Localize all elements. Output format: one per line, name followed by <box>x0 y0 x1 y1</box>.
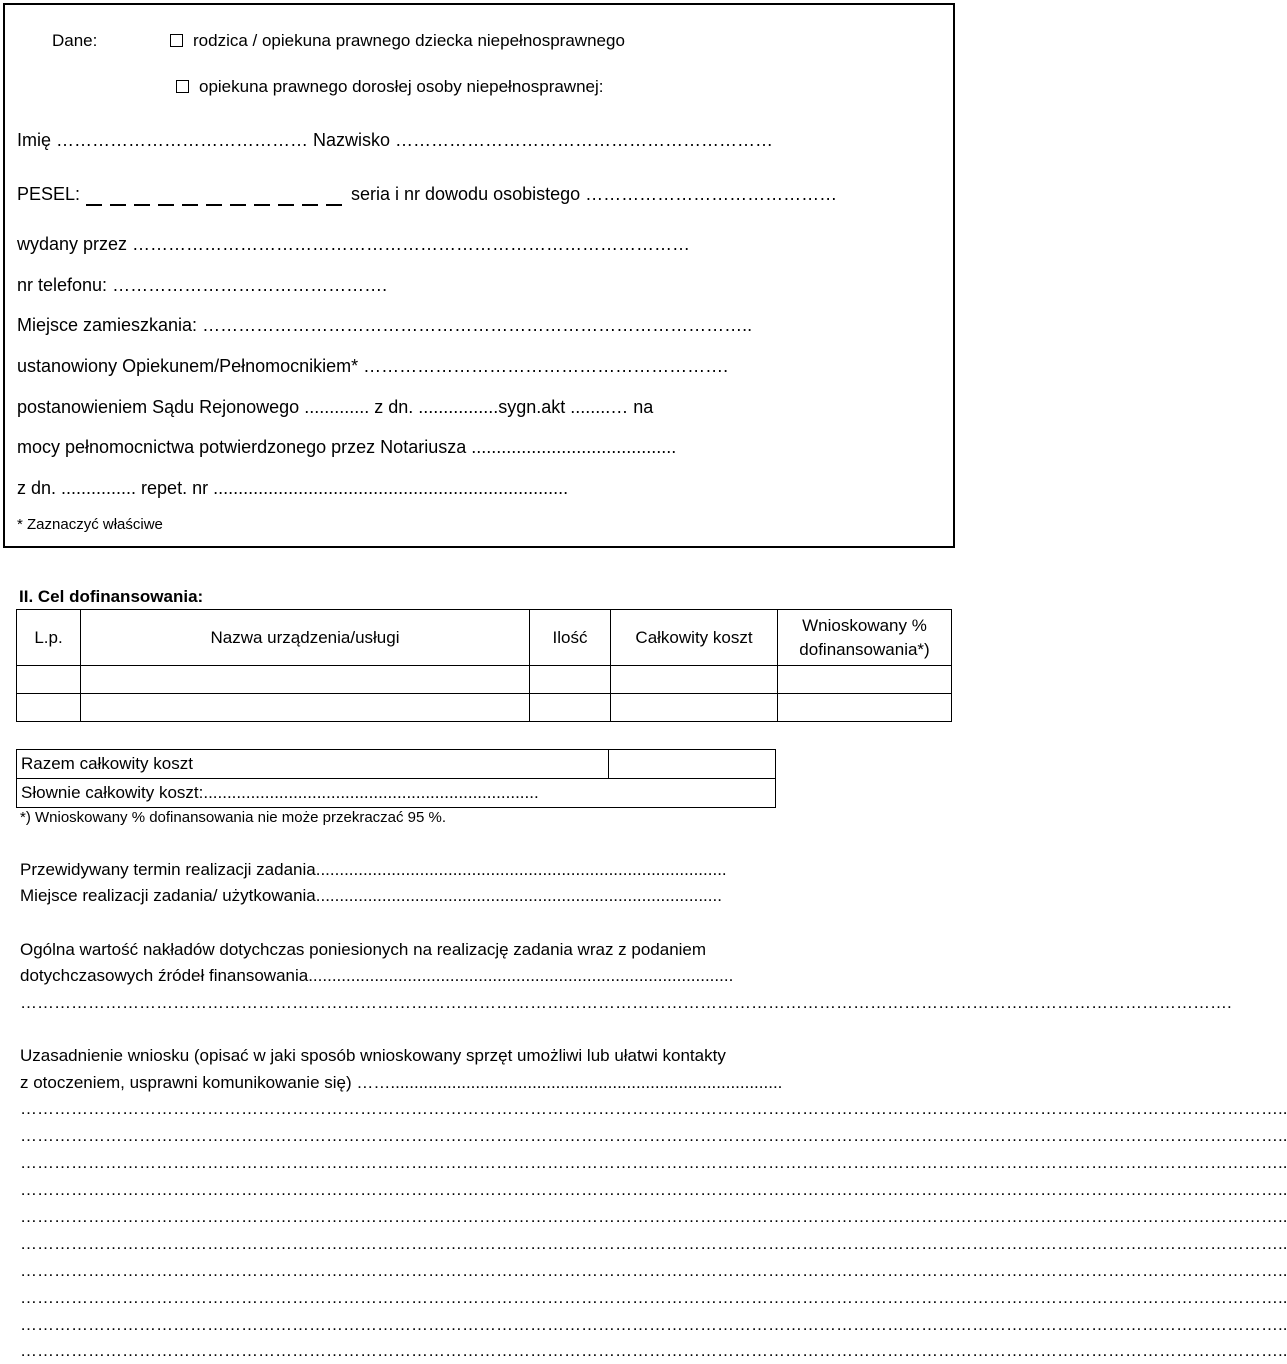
justification-line[interactable]: …………………………………………………………………………………………………………………………………………………………………………………………………….. <box>20 1288 1287 1307</box>
pesel-digit-slot <box>86 204 102 206</box>
pesel-digit-slot <box>230 204 246 206</box>
total-cost-row <box>17 750 776 779</box>
cell-quantity[interactable] <box>530 694 611 722</box>
cost-table <box>16 609 952 722</box>
imie-nazwisko-field[interactable]: Imię …………………………………… Nazwisko ……………………………………………………… <box>17 130 774 150</box>
costs-label-line1: Ogólna wartość nakładów dotychczas poniesionych na realizację zadania wraz z podaniem <box>20 940 707 959</box>
costs-field[interactable]: dotychczasowych źródeł finansowania.......................................................................................... <box>20 966 734 985</box>
percent-note: *) Wnioskowany % dofinansowania nie może przekraczać 95 %. <box>20 809 447 826</box>
justification-label-line1: Uzasadnienie wniosku (opisać w jaki sposób wnioskowany sprzęt umożliwi lub ułatwi kontakty <box>20 1046 726 1065</box>
deadline-field[interactable]: Przewidywany termin realizacji zadania....................................................................................... <box>20 860 727 879</box>
total-cost-words-row <box>17 779 776 808</box>
header-lp: L.p. <box>17 610 81 666</box>
pesel-digit-slot <box>302 204 318 206</box>
summary-table <box>16 749 776 808</box>
justification-line[interactable]: …………………………………………………………………………………………………………………………………………………………………………………………………….. <box>20 1341 1287 1360</box>
cell-lp[interactable] <box>17 666 81 694</box>
section-title: II. Cel dofinansowania: <box>19 587 204 606</box>
court-decision-field[interactable]: postanowieniem Sądu Rejonowego ............. z dn. ................sygn.akt ........… na <box>17 397 654 417</box>
notary-field[interactable]: mocy pełnomocnictwa potwierdzonego przez Notariusza ......................................... <box>17 437 677 457</box>
justification-field[interactable]: z otoczeniem, usprawni komunikowanie się) ……................................................................................... <box>20 1073 783 1092</box>
option-guardian-label: opiekuna prawnego dorosłej osoby niepełnosprawnej: <box>199 77 604 96</box>
repet-field[interactable]: z dn. ............... repet. nr ....................................................................... <box>17 478 569 498</box>
pesel-digit-slot <box>278 204 294 206</box>
cell-name[interactable] <box>81 666 530 694</box>
table-row <box>17 666 952 694</box>
justification-line[interactable]: …………………………………………………………………………………………………………………………………………………………………………………………………….. <box>20 1180 1287 1199</box>
option-guardian-row[interactable] <box>176 77 604 97</box>
phone-field[interactable]: nr telefonu: ………………………………………. <box>17 275 388 295</box>
cell-requested-percent[interactable] <box>778 666 952 694</box>
cell-total-cost[interactable] <box>611 666 778 694</box>
issued-by-field[interactable]: wydany przez ………………………………………………………………………………… <box>17 234 691 254</box>
total-cost-value[interactable] <box>609 750 776 779</box>
cell-total-cost[interactable] <box>611 694 778 722</box>
checkbox-parent[interactable] <box>170 34 183 47</box>
pesel-digit-slot <box>206 204 222 206</box>
header-name: Nazwa urządzenia/usługi <box>81 610 530 666</box>
table-row <box>17 694 952 722</box>
checkbox-guardian[interactable] <box>176 80 189 93</box>
justification-line[interactable]: …………………………………………………………………………………………………………………………………………………………………………………………………….. <box>20 1153 1287 1172</box>
cell-lp[interactable] <box>17 694 81 722</box>
justification-line[interactable]: …………………………………………………………………………………………………………………………………………………………………………………………………….. <box>20 1099 1287 1118</box>
justification-line[interactable]: …………………………………………………………………………………………………………………………………………………………………………………………………….. <box>20 1207 1287 1226</box>
option-parent-label: rodzica / opiekuna prawnego dziecka niepełnosprawnego <box>193 31 625 50</box>
costs-field-continued[interactable]: ……………………………………………………………………………………………………………………………………………………………………………………………. <box>20 993 1232 1012</box>
pesel-digit-slot <box>110 204 126 206</box>
header-requested-percent-line1: Wnioskowany % <box>802 615 927 635</box>
id-card-field[interactable]: seria i nr dowodu osobistego …………………………………… <box>351 184 838 204</box>
pesel-digit-slot <box>134 204 150 206</box>
guardian-field[interactable]: ustanowiony Opiekunem/Pełnomocnikiem* ……………………………………………………. <box>17 356 729 376</box>
header-total-cost: Całkowity koszt <box>611 610 778 666</box>
location-field[interactable]: Miejsce realizacji zadania/ użytkowania...................................................................................... <box>20 886 722 905</box>
total-cost-words-field[interactable]: Słownie całkowity koszt:....................................................................... <box>17 779 776 808</box>
cell-quantity[interactable] <box>530 666 611 694</box>
pesel-digit-slot <box>326 204 342 206</box>
table-header-row <box>17 610 952 666</box>
justification-line[interactable]: …………………………………………………………………………………………………………………………………………………………………………………………………….. <box>20 1315 1287 1334</box>
header-requested-percent <box>778 610 952 666</box>
total-cost-label: Razem całkowity koszt <box>17 750 609 779</box>
header-quantity: Ilość <box>530 610 611 666</box>
pesel-digit-slot <box>254 204 270 206</box>
residence-field[interactable]: Miejsce zamieszkania: ……………………………………………………………………………….. <box>17 315 753 335</box>
pesel-digit-slot <box>182 204 198 206</box>
cell-requested-percent[interactable] <box>778 694 952 722</box>
pesel-label: PESEL: <box>17 184 81 204</box>
option-parent-row[interactable] <box>170 31 625 51</box>
header-requested-percent-line2: dofinansowania*) <box>799 639 930 659</box>
cell-name[interactable] <box>81 694 530 722</box>
dane-label: Dane: <box>52 31 98 50</box>
justification-line[interactable]: …………………………………………………………………………………………………………………………………………………………………………………………………….. <box>20 1126 1287 1145</box>
justification-line[interactable]: …………………………………………………………………………………………………………………………………………………………………………………………………….. <box>20 1234 1287 1253</box>
justification-line[interactable]: …………………………………………………………………………………………………………………………………………………………………………………………………….. <box>20 1261 1287 1280</box>
footnote-select: * Zaznaczyć właściwe <box>17 516 163 533</box>
pesel-digit-slot <box>158 204 174 206</box>
